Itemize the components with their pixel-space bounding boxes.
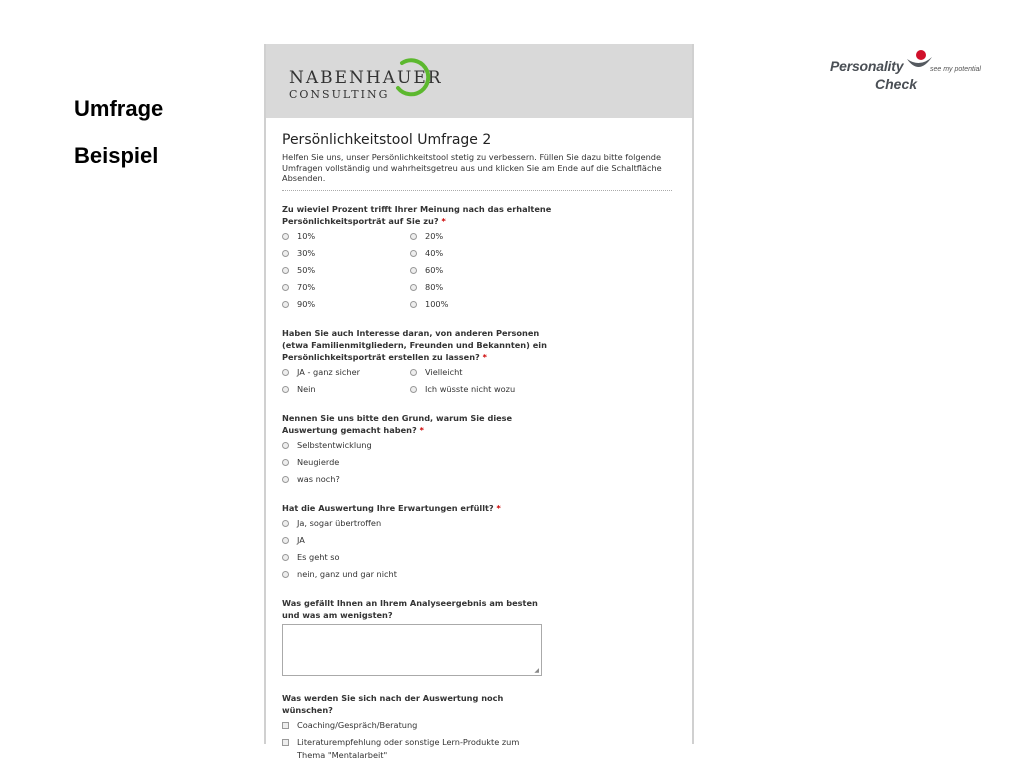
radio-option[interactable]: 60% <box>410 264 560 277</box>
radio-button[interactable] <box>282 386 289 393</box>
radio-option[interactable]: 70% <box>282 281 410 294</box>
logo-word-check: Check <box>875 76 918 92</box>
radio-button[interactable] <box>282 369 289 376</box>
radio-button[interactable] <box>282 250 289 257</box>
required-asterisk: * <box>496 502 501 513</box>
checkbox[interactable] <box>282 722 289 729</box>
question-2-options <box>282 366 680 396</box>
radio-button[interactable] <box>282 301 289 308</box>
radio-option[interactable]: Selbstentwicklung <box>282 439 680 452</box>
radio-option[interactable]: Nein <box>282 383 410 396</box>
radio-option[interactable]: JA <box>282 534 680 547</box>
nabenhauer-ring-logo-icon <box>392 55 436 99</box>
question-5-label: Was gefällt Ihnen an Ihrem Analyseergebnis am besten und was am wenigsten? <box>282 597 538 620</box>
company-subtitle: CONSULTING <box>289 88 390 101</box>
radio-button[interactable] <box>282 476 289 483</box>
radio-option[interactable]: 100% <box>410 298 560 311</box>
required-asterisk: * <box>482 351 487 362</box>
answer-textarea[interactable] <box>282 624 542 676</box>
question-1-label: Zu wieviel Prozent trifft Ihrer Meinung nach das erhaltene Persönlichkeitsporträt auf Sie zu? * <box>282 203 552 226</box>
radio-button[interactable] <box>282 233 289 240</box>
radio-option[interactable]: 90% <box>282 298 410 311</box>
radio-option[interactable]: Ich wüsste nicht wozu <box>410 383 560 396</box>
resize-grip-icon[interactable]: ◢ <box>534 666 539 674</box>
radio-option[interactable]: 50% <box>282 264 410 277</box>
radio-button[interactable] <box>410 301 417 308</box>
company-name: NABENHAUER <box>289 68 443 88</box>
radio-option[interactable]: Ja, sogar übertroffen <box>282 517 680 530</box>
radio-button[interactable] <box>410 284 417 291</box>
slide-title-umfrage: Umfrage <box>74 96 164 121</box>
form-title: Persönlichkeitstool Umfrage 2 <box>282 132 492 148</box>
radio-option[interactable]: 10% <box>282 230 410 243</box>
question-6-options <box>282 719 680 762</box>
radio-button[interactable] <box>282 284 289 291</box>
radio-option[interactable]: 20% <box>410 230 560 243</box>
personality-check-logo <box>828 46 988 98</box>
radio-button[interactable] <box>410 267 417 274</box>
slide-title-beispiel: Beispiel <box>74 143 159 168</box>
radio-button[interactable] <box>410 386 417 393</box>
required-asterisk: * <box>441 215 446 226</box>
radio-button[interactable] <box>282 267 289 274</box>
radio-button[interactable] <box>282 554 289 561</box>
checkbox[interactable] <box>282 739 289 746</box>
form-body <box>266 118 692 762</box>
question-3-label: Nennen Sie uns bitte den Grund, warum Sie diese Auswertung gemacht haben? * <box>282 412 513 435</box>
radio-button[interactable] <box>410 369 417 376</box>
radio-button[interactable] <box>410 233 417 240</box>
form-header-banner <box>266 44 692 118</box>
radio-button[interactable] <box>410 250 417 257</box>
checkbox-option[interactable]: Literaturempfehlung oder sonstige Lern-Produkte zum Thema "Mentalarbeit" <box>282 736 522 762</box>
question-6-label: Was werden Sie sich nach der Auswertung noch wünschen? <box>282 692 504 715</box>
required-asterisk: * <box>419 424 424 435</box>
radio-option[interactable]: Neugierde <box>282 456 680 469</box>
radio-option[interactable]: was noch? <box>282 473 680 486</box>
question-3-options <box>282 439 680 486</box>
question-4-options <box>282 517 680 581</box>
radio-option[interactable]: 30% <box>282 247 410 260</box>
radio-option[interactable]: JA - ganz sicher <box>282 366 410 379</box>
radio-option[interactable]: nein, ganz und gar nicht <box>282 568 680 581</box>
radio-option[interactable]: 40% <box>410 247 560 260</box>
radio-option[interactable]: Es geht so <box>282 551 680 564</box>
radio-button[interactable] <box>282 442 289 449</box>
logo-tagline: see my potential <box>930 66 981 73</box>
logo-word-personality: Personality <box>830 58 904 74</box>
radio-button[interactable] <box>282 537 289 544</box>
form-description: Helfen Sie uns, unser Persönlichkeitstool stetig zu verbessern. Füllen Sie dazu bitte folgende Umfragen vollständig und wahrheitsgetreu aus und klicken Sie am Ende auf die Schaltfläche Absenden. <box>282 152 672 191</box>
radio-button[interactable] <box>282 520 289 527</box>
radio-button[interactable] <box>282 459 289 466</box>
radio-option[interactable]: Vielleicht <box>410 366 560 379</box>
radio-option[interactable]: 80% <box>410 281 560 294</box>
question-2-label: Haben Sie auch Interesse daran, von anderen Personen (etwa Familienmitgliedern, Freunden und Bekannten) ein Persönlichkeitsporträt erstellen zu lassen? * <box>282 327 547 362</box>
checkbox-option[interactable]: Coaching/Gespräch/Beratung <box>282 719 680 732</box>
question-1-options <box>282 230 680 311</box>
survey-form-window <box>264 44 694 760</box>
radio-button[interactable] <box>282 571 289 578</box>
question-4-label: Hat die Auswertung Ihre Erwartungen erfüllt? * <box>282 502 501 513</box>
